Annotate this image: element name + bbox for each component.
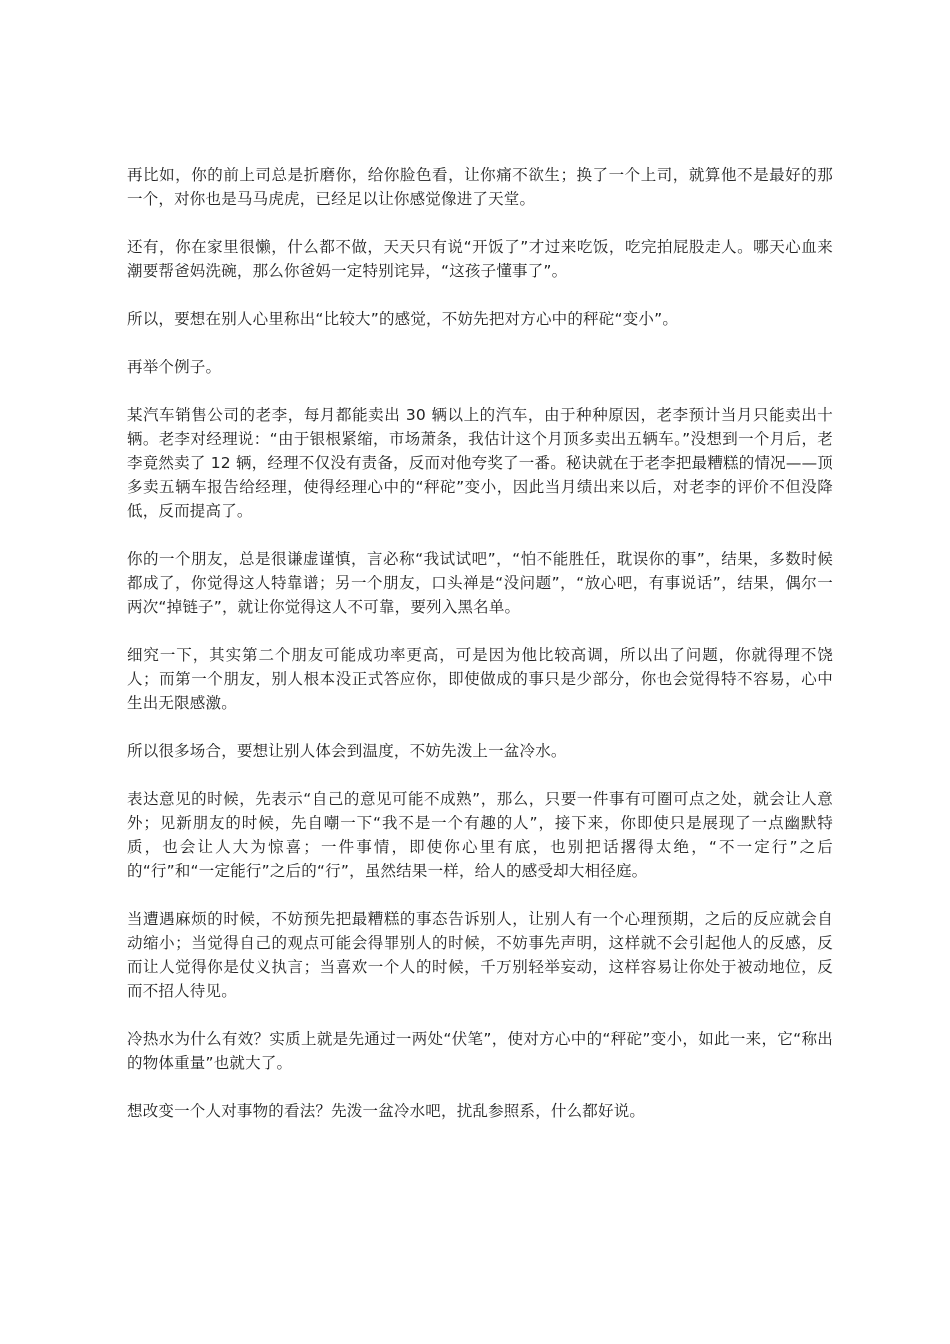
paragraph: 冷热水为什么有效？实质上就是先通过一两处“伏笔”，使对方心中的“秤砣”变小，如此一来，它“称出的物体重量”也就大了。 bbox=[127, 1030, 833, 1072]
paragraph: 再举个例子。 bbox=[127, 358, 222, 376]
paragraph: 所以，要想在别人心里称出“比较大”的感觉，不妨先把对方心中的秤砣“变小”。 bbox=[127, 310, 679, 328]
paragraph: 你的一个朋友，总是很谦虚谨慎，言必称“我试试吧”，“怕不能胜任，耽误你的事”，结果，多数时候都成了，你觉得这人特靠谱；另一个朋友，口头禅是“没问题”，“放心吧，有事说话”，结果，偶尔一两次“掉链子”，就让你觉得这人不可靠，要列入黑名单。 bbox=[127, 550, 833, 616]
paragraph: 再比如，你的前上司总是折磨你，给你脸色看，让你痛不欲生；换了一个上司，就算他不是最好的那一个，对你也是马马虎虎，已经足以让你感觉像进了天堂。 bbox=[127, 166, 833, 208]
paragraph: 某汽车销售公司的老李，每月都能卖出 30 辆以上的汽车，由于种种原因，老李预计当月只能卖出十辆。老李对经理说：“由于银根紧缩，市场萧条，我估计这个月顶多卖出五辆车。”没想到一个月后，老李竟然卖了 12 辆，经理不仅没有责备，反而对他夸奖了一番。秘诀就在于老李把最糟糕的情况——顶多卖五辆车报告给经理，使得经理心中的“秤砣”变小，因此当月绩出来以后，对老李的评价不但没降低，反而提高了。 bbox=[127, 406, 833, 520]
paragraph: 想改变一个人对事物的看法？先泼一盆冷水吧，扰乱参照系，什么都好说。 bbox=[127, 1102, 646, 1120]
paragraph: 所以很多场合，要想让别人体会到温度，不妨先泼上一盆冷水。 bbox=[127, 742, 567, 760]
paragraph: 细究一下，其实第二个朋友可能成功率更高，可是因为他比较高调，所以出了问题，你就得理不饶人；而第一个朋友，别人根本没正式答应你，即使做成的事只是少部分，你也会觉得特不容易，心中生出无限感激。 bbox=[127, 646, 833, 712]
paragraph: 当遭遇麻烦的时候，不妨预先把最糟糕的事态告诉别人，让别人有一个心理预期，之后的反应就会自动缩小；当觉得自己的观点可能会得罪别人的时候，不妨事先声明，这样就不会引起他人的反感，反而让人觉得你是仗义执言；当喜欢一个人的时候，千万别轻举妄动，这样容易让你处于被动地位，反而不招人待见。 bbox=[127, 910, 833, 1000]
paragraph: 还有，你在家里很懒，什么都不做，天天只有说“开饭了”才过来吃饭，吃完拍屁股走人。哪天心血来潮要帮爸妈洗碗，那么你爸妈一定特别诧异，“这孩子懂事了”。 bbox=[127, 238, 833, 280]
document-body bbox=[127, 163, 833, 1147]
paragraph: 表达意见的时候，先表示“自己的意见可能不成熟”，那么，只要一件事有可圈可点之处，就会让人意外；见新朋友的时候，先自嘲一下“我不是一个有趣的人”，接下来，你即使只是展现了一点幽默特质，也会让人大为惊喜；一件事情，即使你心里有底，也别把话撂得太绝，“不一定行”之后的“行”和“一定能行”之后的“行”，虽然结果一样，给人的感受却大相径庭。 bbox=[127, 790, 833, 880]
